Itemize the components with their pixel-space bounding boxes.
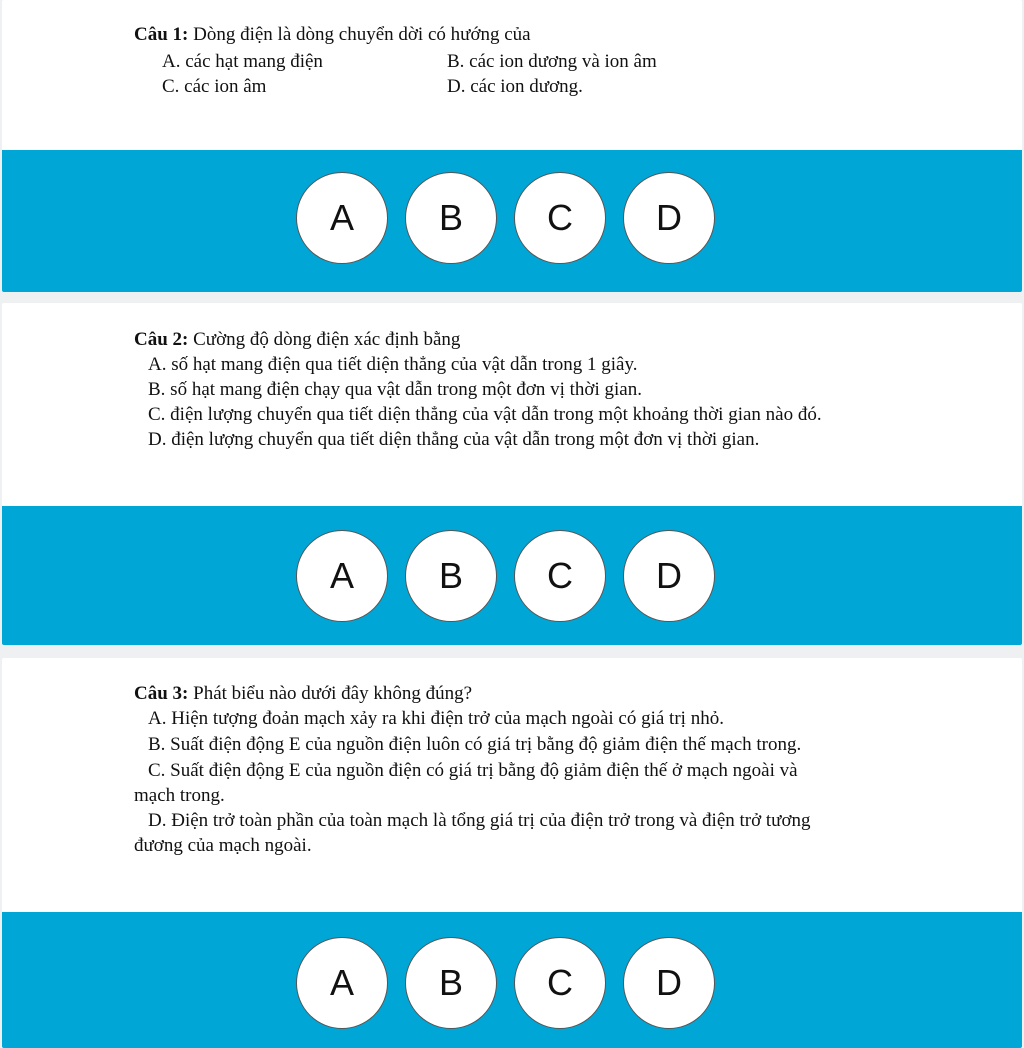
question-3-option-a: A. Hiện tượng đoản mạch xảy ra khi điện trở của mạch ngoài có giá trị nhỏ. <box>148 708 724 729</box>
question-2-option-d: D. điện lượng chuyển qua tiết diện thẳng của vật dẫn trong một đơn vị thời gian. <box>148 429 760 450</box>
question-1 <box>2 0 1022 150</box>
question-2-answer-d-button[interactable]: D <box>623 530 715 622</box>
question-2-option-b: B. số hạt mang điện chạy qua vật dẫn trong một đơn vị thời gian. <box>148 379 642 400</box>
question-1-answer-a-button[interactable]: A <box>296 172 388 264</box>
question-3-number: Câu 3: <box>134 683 189 704</box>
question-3-answer-b-button[interactable]: B <box>405 937 497 1029</box>
question-card-1 <box>2 0 1022 292</box>
question-3-answer-a-button[interactable]: A <box>296 937 388 1029</box>
question-2 <box>2 303 1022 506</box>
question-1-number: Câu 1: <box>134 24 189 45</box>
question-3-answer-bar <box>2 912 1022 1048</box>
question-3-stem-text: Phát biểu nào dưới đây không đúng? <box>188 683 473 704</box>
question-3 <box>2 658 1022 912</box>
question-3-answer-d-button[interactable]: D <box>623 937 715 1029</box>
question-2-option-a: A. số hạt mang điện qua tiết diện thẳng của vật dẫn trong 1 giây. <box>148 354 638 375</box>
question-3-option-c-continued: mạch trong. <box>134 785 225 806</box>
question-1-answer-c-button[interactable]: C <box>514 172 606 264</box>
question-2-stem-text: Cường độ dòng điện xác định bằng <box>188 329 461 350</box>
question-1-option-d: D. các ion dương. <box>447 76 583 97</box>
question-2-answer-a-button[interactable]: A <box>296 530 388 622</box>
question-3-option-b: B. Suất điện động E của nguồn điện luôn có giá trị bằng độ giảm điện thế mạch trong. <box>148 734 802 755</box>
question-3-option-c: C. Suất điện động E của nguồn điện có giá trị bằng độ giảm điện thế ở mạch ngoài và <box>148 760 798 781</box>
question-3-option-d: D. Điện trở toàn phần của toàn mạch là tổng giá trị của điện trở trong và điện trở tương <box>148 810 811 831</box>
question-3-answer-c-button[interactable]: C <box>514 937 606 1029</box>
question-1-option-b: B. các ion dương và ion âm <box>447 51 657 72</box>
question-2-answer-b-button[interactable]: B <box>405 530 497 622</box>
question-card-3 <box>2 658 1022 1048</box>
question-1-answer-d-button[interactable]: D <box>623 172 715 264</box>
question-card-2 <box>2 303 1022 645</box>
question-2-number: Câu 2: <box>134 329 189 350</box>
question-1-answer-b-button[interactable]: B <box>405 172 497 264</box>
question-1-option-a: A. các hạt mang điện <box>162 51 323 72</box>
question-3-stem <box>134 682 472 707</box>
question-2-stem <box>134 328 460 353</box>
question-3-option-d-continued: đương của mạch ngoài. <box>134 835 312 856</box>
question-1-answer-bar <box>2 150 1022 292</box>
question-1-stem-text: Dòng điện là dòng chuyển dời có hướng của <box>188 24 531 45</box>
question-2-answer-c-button[interactable]: C <box>514 530 606 622</box>
question-1-stem <box>134 23 531 48</box>
question-2-answer-bar <box>2 506 1022 645</box>
question-1-option-c: C. các ion âm <box>162 76 267 97</box>
question-2-option-c: C. điện lượng chuyển qua tiết diện thẳng của vật dẫn trong một khoảng thời gian nào đó. <box>148 404 822 425</box>
